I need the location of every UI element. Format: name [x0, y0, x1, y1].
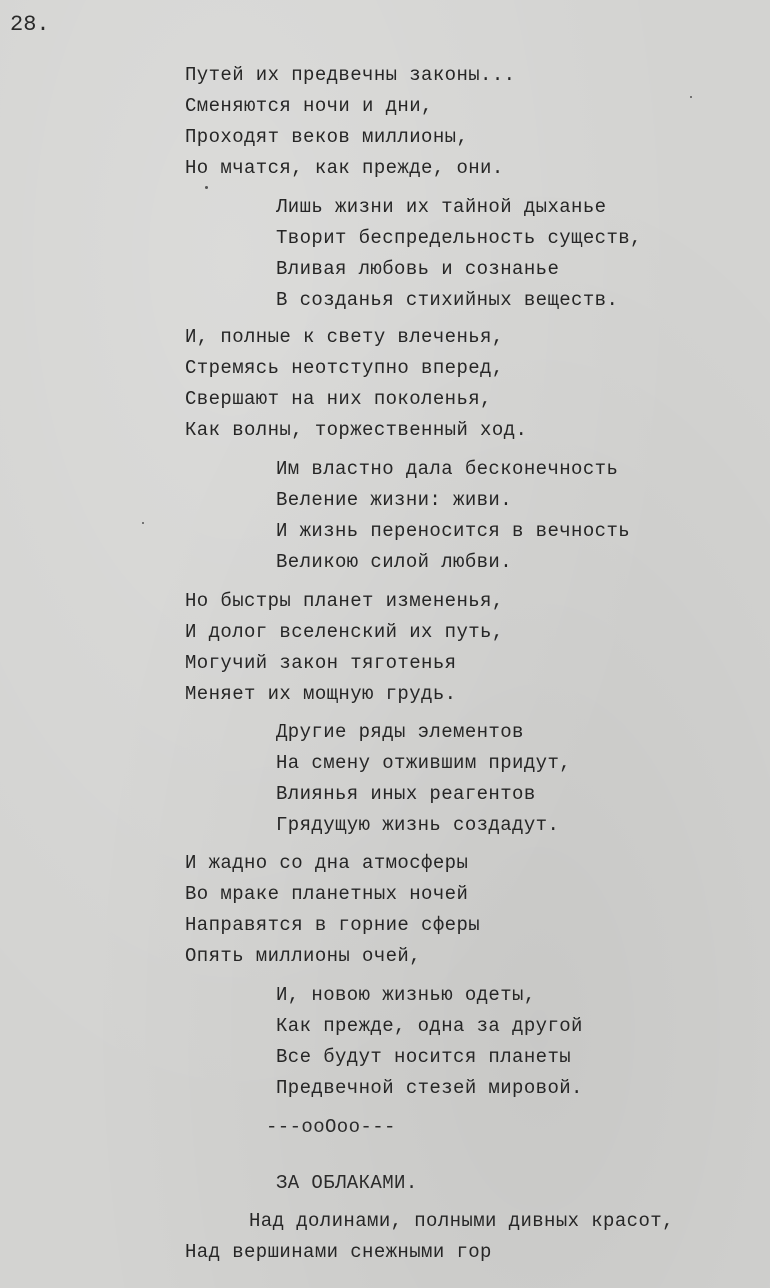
poem-line: И, полные к свету влеченья, [185, 326, 504, 348]
paper-speck [142, 522, 144, 524]
poem-line: Все будут носится планеты [276, 1046, 572, 1068]
poem-line: Во мраке планетных ночей [185, 883, 469, 905]
stanza-2 [276, 192, 642, 316]
poem-line: Как прежде, одна за другой [276, 1015, 583, 1037]
page-number: 28. [10, 12, 50, 37]
poem-line: Путей их предвечны законы... [185, 64, 516, 86]
poem-line: Им властно дала бесконечность [276, 458, 619, 480]
poem-line: И жадно со дна атмосферы [185, 852, 469, 874]
paper-speck [205, 186, 208, 189]
stanza-1 [185, 60, 515, 184]
poem-line: Но быстры планет измененья, [185, 590, 504, 612]
poem-line: И долог вселенский их путь, [185, 621, 504, 643]
poem-line: Предвечной стезей мировой. [276, 1077, 583, 1099]
poem-line: Опять миллионы очей, [185, 945, 422, 967]
poem-title: ЗА ОБЛАКАМИ. [276, 1172, 418, 1194]
poem-line: Лишь жизни их тайной дыханье [276, 196, 607, 218]
poem-line: Творит беспредельность существ, [276, 227, 642, 249]
stanza-5 [185, 586, 504, 710]
poem-line: Свершают на них поколенья, [185, 388, 492, 410]
section-divider: ---ooOoo--- [266, 1116, 396, 1138]
poem-line: Могучий закон тяготенья [185, 652, 457, 674]
next-poem-stanza [185, 1206, 674, 1268]
stanza-7 [185, 848, 480, 972]
poem-line: Влиянья иных реагентов [276, 783, 536, 805]
poem-line: Сменяются ночи и дни, [185, 95, 433, 117]
poem-line: Вливая любовь и сознанье [276, 258, 560, 280]
poem-line: Над вершинами снежными гор [185, 1241, 492, 1263]
poem-line: Меняет их мощную грудь. [185, 683, 457, 705]
poem-line: В созданья стихийных веществ. [276, 289, 619, 311]
stanza-6 [276, 717, 571, 841]
stanza-4 [276, 454, 630, 578]
poem-line: Направятся в горние сферы [185, 914, 481, 936]
poem-line: Над долинами, полными дивных красот, [249, 1210, 674, 1232]
poem-line: Другие ряды элементов [276, 721, 524, 743]
stanza-8 [276, 980, 583, 1104]
poem-line: Грядущую жизнь создадут. [276, 814, 560, 836]
poem-line: Веление жизни: живи. [276, 489, 513, 511]
poem-line: Проходят веков миллионы, [185, 126, 469, 148]
poem-line: И, новою жизнью одеты, [276, 984, 536, 1006]
poem-line: Великою силой любви. [276, 551, 513, 573]
poem-line: И жизнь переносится в вечность [276, 520, 631, 542]
poem-line: Стремясь неотступно вперед, [185, 357, 504, 379]
stanza-3 [185, 322, 527, 446]
poem-line: Но мчатся, как прежде, они. [185, 157, 504, 179]
poem-line: На смену отжившим придут, [276, 752, 572, 774]
poem-line: Как волны, торжественный ход. [185, 419, 528, 441]
paper-speck [690, 96, 692, 98]
